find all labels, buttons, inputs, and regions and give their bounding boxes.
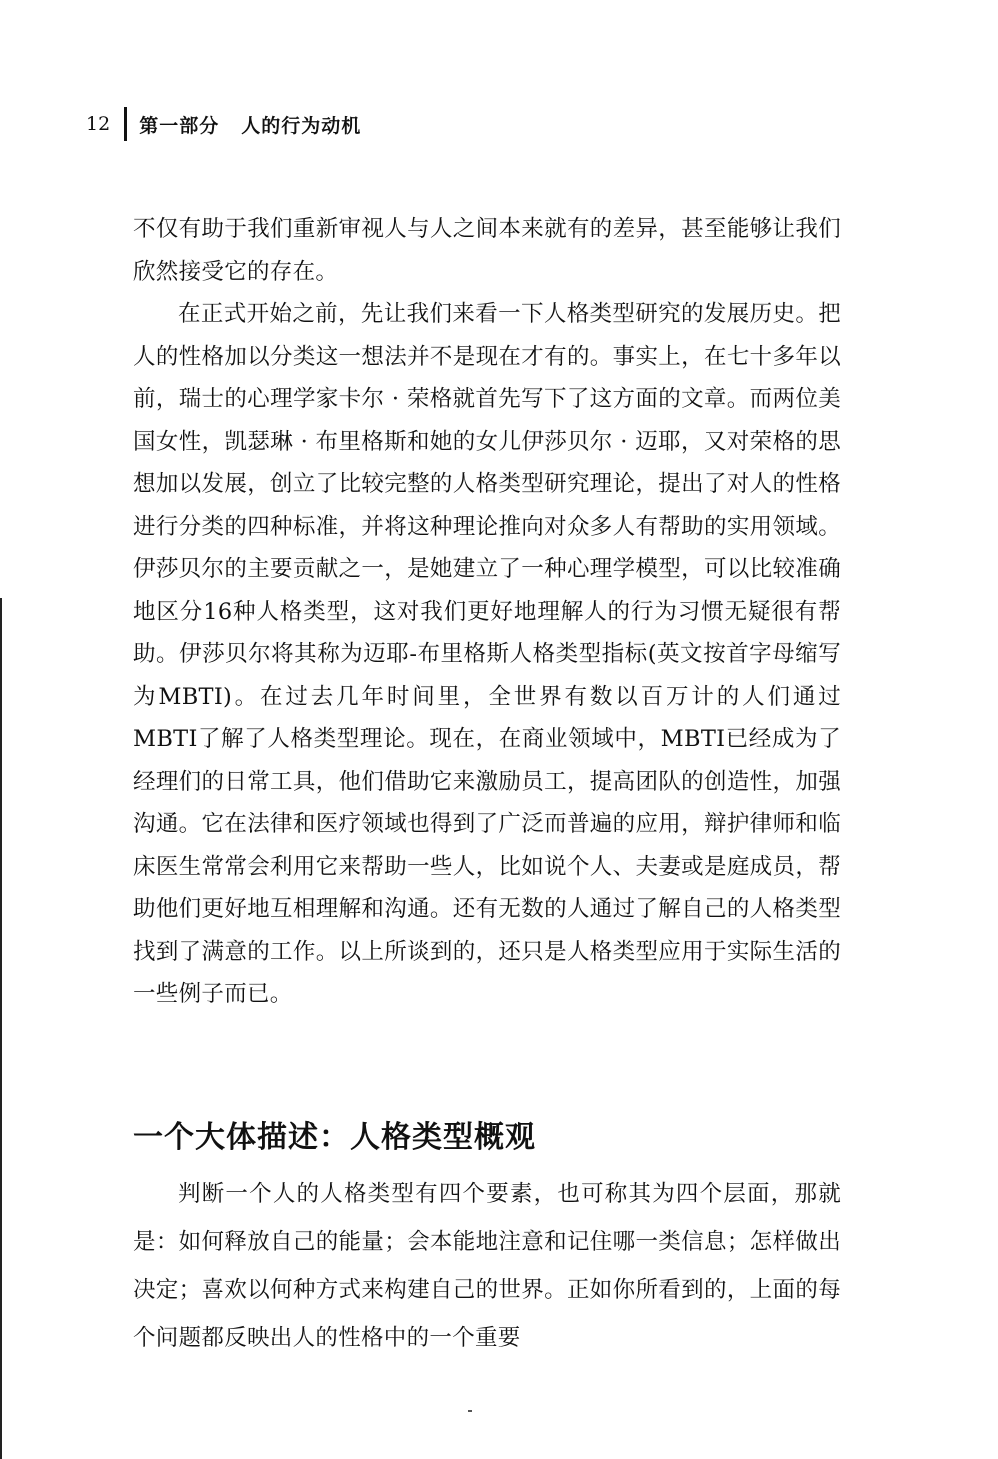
part-label: 第一部分 (139, 114, 220, 137)
page-number: 12 (86, 113, 111, 135)
paragraph-overview: 判断一个人的人格类型有四个要素，也可称其为四个层面，那就是：如何释放自己的能量；会本能地注意和记住哪一类信息；怎样做出决定；喜欢以何种方式来构建自己的世界。正如你所看到的，上面的每个问题都反映出人的性格中的一个重要 (133, 1181, 841, 1351)
section-heading: 一个大体描述：人格类型概观 (133, 1120, 536, 1155)
section-text-block (133, 1170, 841, 1362)
chapter-title: 人的行为动机 (241, 114, 362, 137)
scan-mark (468, 1410, 472, 1412)
running-header (86, 106, 361, 142)
main-text-block (133, 208, 841, 1016)
left-edge-rule (0, 598, 2, 1459)
header-divider (124, 107, 127, 141)
paragraph-continued: 不仅有助于我们重新审视人与人之间本来就有的差异，甚至能够让我们欣然接受它的存在。 (133, 216, 841, 285)
paragraph-history: 在正式开始之前，先让我们来看一下人格类型研究的发展历史。把人的性格加以分类这一想法并不是现在才有的。事实上，在七十多年以前，瑞士的心理学家卡尔 · 荣格就首先写下了这方面的文章。而两位美国女性，凯瑟琳 · 布里格斯和她的女儿伊莎贝尔 · 迈耶，又对荣格的思想加以发展，创立了比较完整的人格类型研究理论，提出了对人的性格进行分类的四种标准，并将这种理论推向对众多人有帮助的实用领域。伊莎贝尔的主要贡献之一，是她建立了一种心理学模型，可以比较准确地区分16种人格类型，这对我们更好地理解人的行为习惯无疑很有帮助。伊莎贝尔将其称为迈耶-布里格斯人格类型指标(英文按首字母缩写为MBTI)。在过去几年时间里，全世界有数以百万计的人们通过MBTI了解了人格类型理论。现在，在商业领域中，MBTI已经成为了经理们的日常工具，他们借助它来激励员工，提高团队的创造性，加强沟通。它在法律和医疗领域也得到了广泛而普遍的应用，辩护律师和临床医生常常会利用它来帮助一些人，比如说个人、夫妻或是庭成员，帮助他们更好地互相理解和沟通。还有无数的人通过了解自己的人格类型找到了满意的工作。以上所谈到的，还只是人格类型应用于实际生活的一些例子而已。 (133, 301, 841, 1007)
